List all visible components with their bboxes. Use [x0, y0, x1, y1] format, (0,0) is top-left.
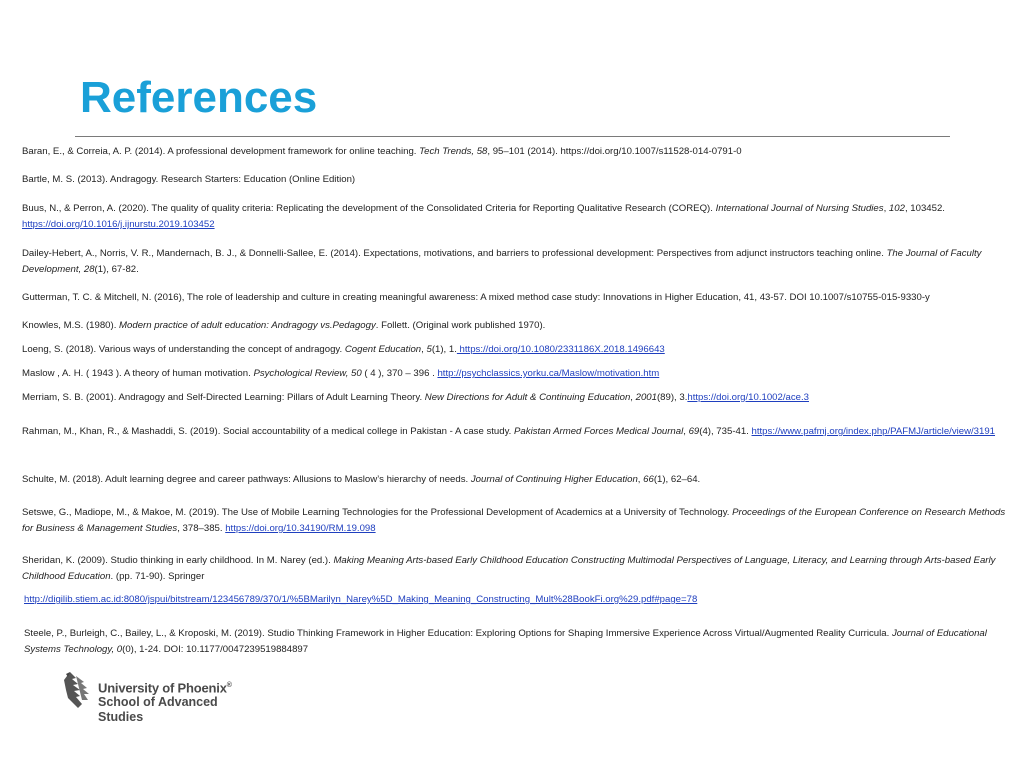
reference-link[interactable]: https://doi.org/10.1016/j.ijnurstu.2019.103452 [22, 219, 215, 230]
reference-link[interactable]: https://doi.org/10.1002/ace.3 [687, 392, 809, 403]
title-divider [75, 136, 950, 137]
reference-item: Gutterman, T. C. & Mitchell, N. (2016), The role of leadership and culture in creating meaningful awareness: A mixed method case study: Innovations in Higher Education, 41, 43-57. DOI 10.1007/s10755-015-9330-y [22, 292, 930, 303]
university-logo [62, 670, 262, 732]
reference-item: Knowles, M.S. (1980). Modern practice of adult education: Andragogy vs.Pedagogy. Follett. (Original work published 1970). [22, 320, 546, 331]
logo-line-3: Studies [98, 710, 144, 725]
logo-line-1: University of Phoenix [98, 680, 227, 696]
reference-item: Baran, E., & Correia, A. P. (2014). A professional development framework for online teaching. Tech Trends, 58, 95–101 (2014). https://doi.org/10.1007/s11528-014-0791-0 [22, 146, 742, 157]
page-title: References [80, 73, 318, 122]
reference-link[interactable]: http://digilib.stiem.ac.id:8080/jspui/bitstream/123456789/370/1/%5BMarilyn_Narey%5D_Making_Meaning_Constructing_Mult%28BookFi.org%29.pdf#page=78 [24, 594, 698, 605]
reference-link[interactable]: https://www.pafmj.org/index.php/PAFMJ/article/view/3191 [751, 426, 996, 437]
registered-mark: ® [226, 682, 232, 689]
reference-link[interactable]: https://doi.org/10.34190/RM.19.098 [225, 523, 376, 534]
reference-item: Dailey-Hebert, A., Norris, V. R., Mandernach, B. J., & Donnelli-Sallee, E. (2014). Expectations, motivations, and barriers to professional development: Perspectives from adjunct instructors teaching online. The Journal of Faculty Development, 28(1), 67-82. [22, 248, 982, 275]
reference-item: Sheridan, K. (2009). Studio thinking in early childhood. In M. Narey (ed.). Making Meaning Arts-based Early Childhood Education Constructing Multimodal Perspectives of Language, Literacy, and Learning through Arts-based Early Childhood Education. (pp. 71-90). Springer [22, 555, 996, 582]
logo-line-2: School of Advanced [98, 695, 218, 710]
phoenix-bird-icon [62, 670, 98, 710]
reference-item: Setswe, G., Madiope, M., & Makoe, M. (2019). The Use of Mobile Learning Technologies for the Professional Development of Academics at a University of Technology. Proceedings of the European Conference on Research Methods for Business & Management Studies, 378–385. https://doi.org/10.34190/RM.19.098 [22, 507, 1006, 534]
reference-link[interactable]: https://doi.org/10.1080/2331186X.2018.1496643 [456, 344, 665, 355]
reference-item: Buus, N., & Perron, A. (2020). The quality of quality criteria: Replicating the development of the Consolidated Criteria for Reporting Qualitative Research (COREQ). International Journal of Nursing Studies, 102, 103452. https://doi.org/10.1016/j.ijnurstu.2019.103452 [22, 203, 945, 230]
reference-link-line [24, 592, 697, 608]
reference-item: Merriam, S. B. (2001). Andragogy and Self-Directed Learning: Pillars of Adult Learning Theory. New Directions for Adult & Continuing Education, 2001(89), 3.https://doi.org/10.1002/ace.3 [22, 392, 809, 403]
reference-item: Bartle, M. S. (2013). Andragogy. Research Starters: Education (Online Edition) [22, 174, 356, 185]
reference-link[interactable]: http://psychclassics.yorku.ca/Maslow/motivation.htm [437, 368, 660, 379]
reference-item: Rahman, M., Khan, R., & Mashaddi, S. (2019). Social accountability of a medical college in Pakistan - A case study. Pakistan Armed Forces Medical Journal, 69(4), 735-41. https://www.pafmj.org/index.php/PAFMJ/article/view/3191 [22, 426, 996, 437]
reference-item: Schulte, M. (2018). Adult learning degree and career pathways: Allusions to Maslow’s hierarchy of needs. Journal of Continuing Higher Education, 66(1), 62–64. [22, 474, 701, 485]
reference-item: Loeng, S. (2018). Various ways of understanding the concept of andragogy. Cogent Education, 5(1), 1. https://doi.org/10.1080/2331186X.2018.1496643 [22, 344, 665, 355]
reference-item: Maslow , A. H. ( 1943 ). A theory of human motivation. Psychological Review, 50 ( 4 ), 370 – 396 . http://psychclassics.yorku.ca/Maslow/motivation.htm [22, 368, 660, 379]
reference-item: Steele, P., Burleigh, C., Bailey, L., & Kroposki, M. (2019). Studio Thinking Framework in Higher Education: Exploring Options for Shaping Immersive Experience Across Virtual/Augmented Reality Curricula. Journal of Educational Systems Technology, 0(0), 1-24. DOI: 10.1177/0047239519884897 [24, 628, 987, 655]
